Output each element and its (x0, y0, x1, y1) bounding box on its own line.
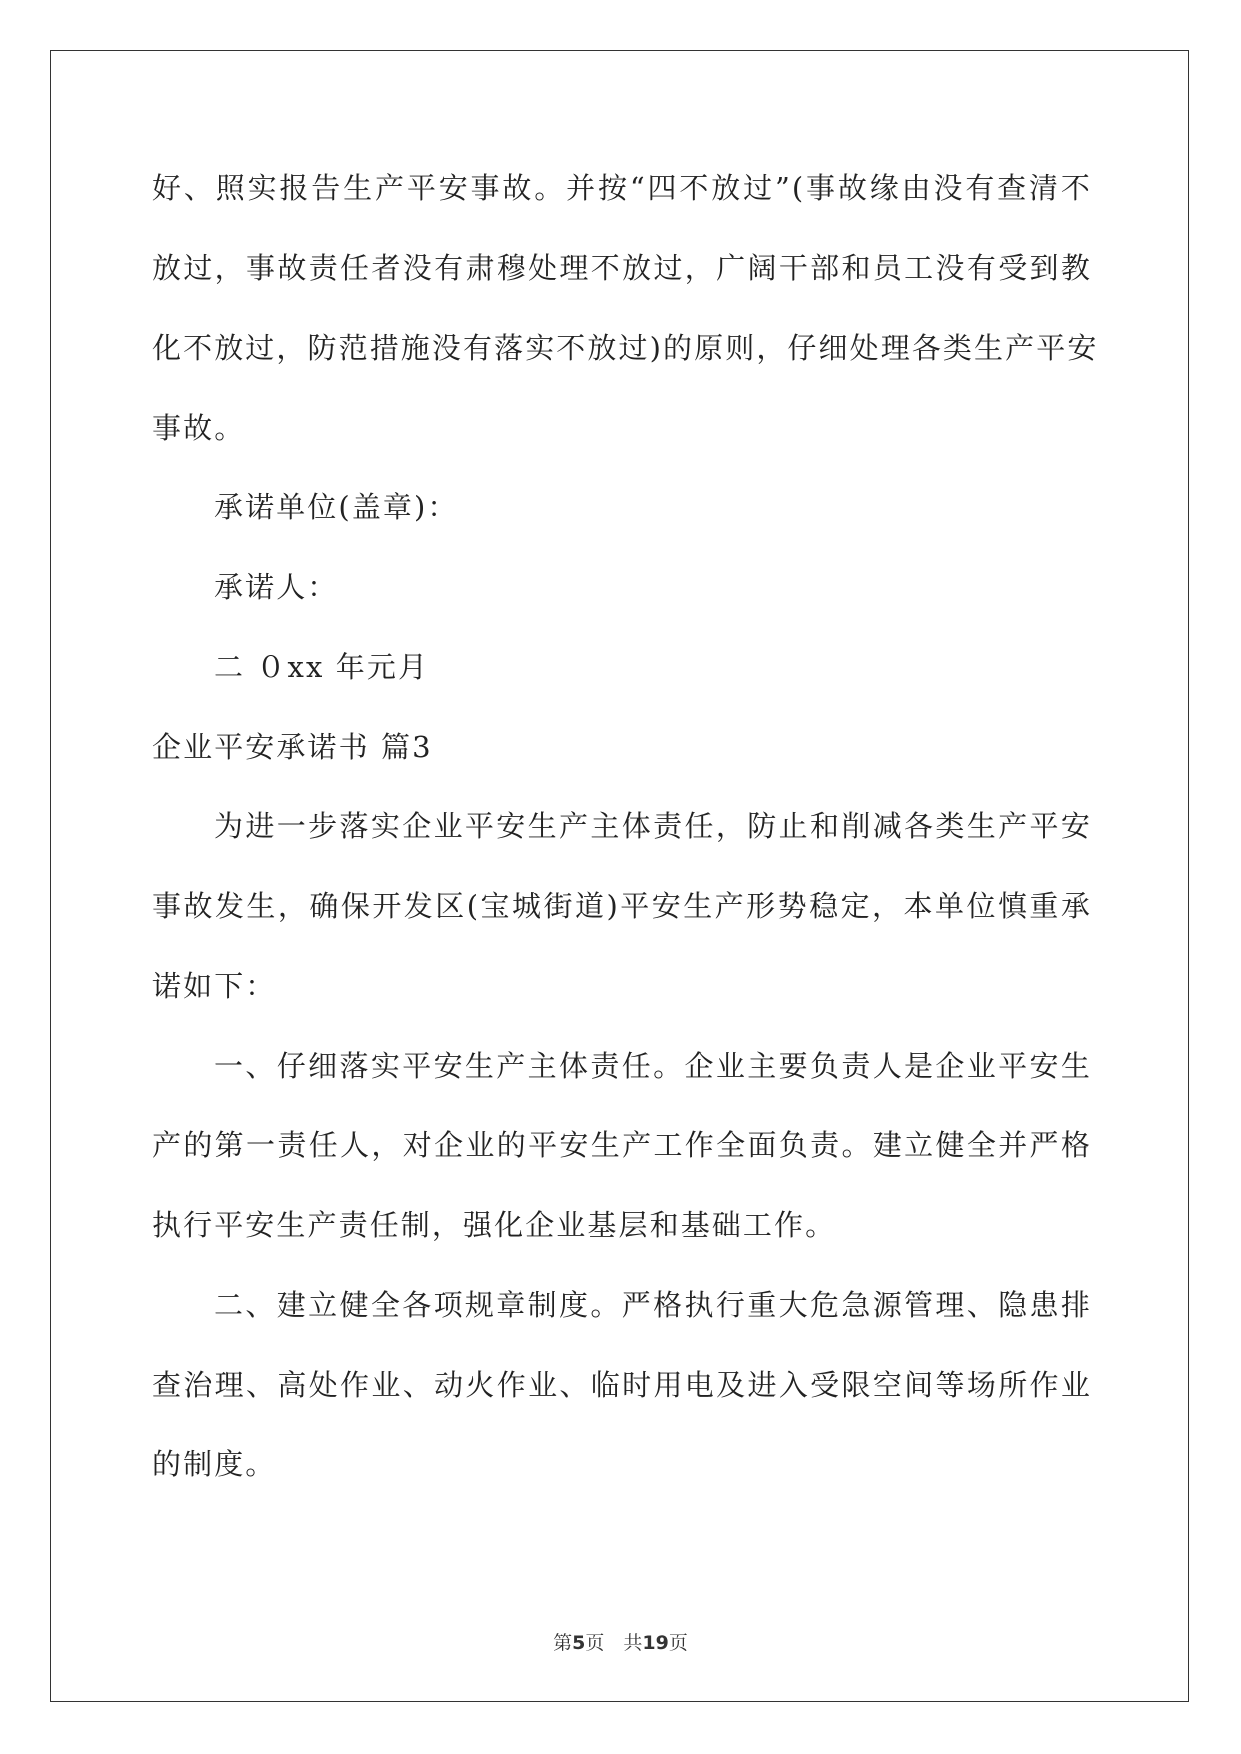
page-footer (0, 1631, 1241, 1655)
paragraph-line: 二、建立健全各项规章制度。严格执行重大危急源管理、隐患排 (214, 1288, 1092, 1322)
paragraph-line: 产的第一责任人，对企业的平安生产工作全面负责。建立健全并严格 (152, 1128, 1092, 1162)
section-heading: 企业平安承诺书 篇3 (152, 730, 433, 764)
footer-middle: 页 共 (585, 1632, 643, 1654)
paragraph-line: 放过，事故责任者没有肃穆处理不放过，广阔干部和员工没有受到教 (152, 251, 1092, 285)
paragraph-line: 化不放过，防范措施没有落实不放过)的原则，仔细处理各类生产平安 (152, 331, 1099, 365)
paragraph-line: 为进一步落实企业平安生产主体责任，防止和削减各类生产平安 (214, 809, 1092, 843)
date-line: 二 ０xx 年元月 (214, 650, 430, 684)
footer-prefix: 第 (553, 1632, 573, 1654)
paragraph-line: 事故发生，确保开发区(宝城街道)平安生产形势稳定，本单位慎重承 (152, 889, 1092, 923)
paragraph-line: 查治理、高处作业、动火作业、临时用电及进入受限空间等场所作业 (152, 1368, 1092, 1402)
paragraph-line: 好、照实报告生产平安事故。并按“四不放过”(事故缘由没有查清不 (152, 171, 1092, 205)
paragraph-line: 事故。 (152, 411, 246, 445)
paragraph-line: 执行平安生产责任制，强化企业基层和基础工作。 (152, 1208, 837, 1242)
paragraph-line: 诺如下： (152, 969, 277, 1003)
signatory-label: 承诺人： (214, 570, 339, 604)
footer-suffix: 页 (668, 1632, 688, 1654)
signature-unit-label: 承诺单位(盖章)： (214, 490, 459, 524)
footer-page-number: 5 (572, 1632, 586, 1654)
paragraph-line: 一、仔细落实平安生产主体责任。企业主要负责人是企业平安生 (214, 1049, 1092, 1083)
paragraph-line: 的制度。 (152, 1447, 277, 1481)
footer-total-pages: 19 (642, 1632, 669, 1654)
